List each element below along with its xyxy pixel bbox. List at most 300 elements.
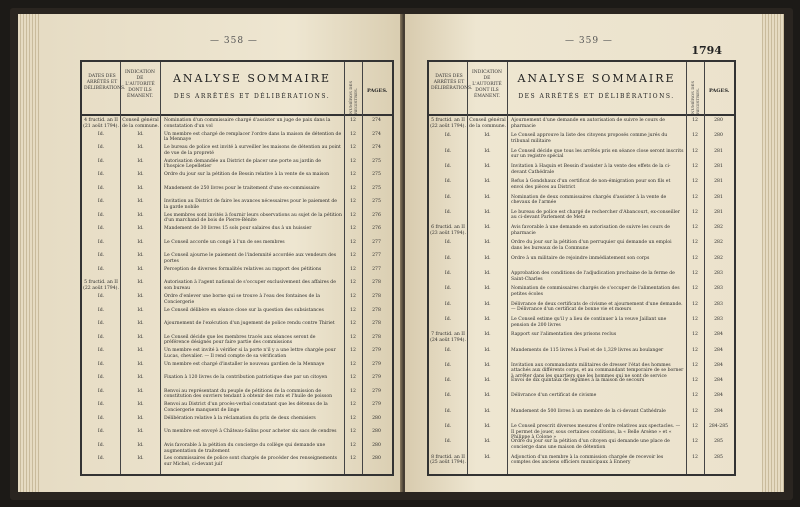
authority-cell: Id. [137, 294, 144, 299]
page-ref-cell: 275 [372, 185, 381, 191]
right-index-table [427, 60, 736, 476]
analysis-cell: Autorisation demandée au District de placer une porte au jardin de l'hospice Lepelletier [164, 158, 321, 170]
authority-cell: Id. [137, 145, 144, 151]
table-row [82, 362, 392, 376]
analysis-cell: Un membre est chargé d'installer le nouveau gardien de la Mennaye [164, 361, 325, 367]
table-row [82, 321, 392, 335]
authority-cell: Id. [484, 240, 491, 246]
authority-cell: Id. [137, 429, 144, 435]
date-cell: Id. [444, 393, 452, 399]
page-ref-cell: 283 [714, 271, 723, 277]
table-row [82, 280, 392, 294]
authority-cell: Id. [484, 332, 491, 338]
table-row [429, 393, 734, 408]
analysis-cell: Le Conseil accorde un congé à l'un de ses membres [164, 239, 285, 245]
table-row [429, 225, 734, 240]
page-ref-cell: 279 [372, 361, 381, 367]
table-row [82, 335, 392, 349]
register-cell: 12 [350, 429, 356, 435]
table-row [429, 271, 734, 286]
left-index-table [80, 60, 394, 476]
authority-cell: Id. [484, 194, 491, 200]
page-ref-cell: 279 [372, 375, 381, 381]
table-row [82, 294, 392, 308]
page-ref-cell: 280 [372, 456, 381, 462]
table-row [82, 348, 392, 362]
authority-cell: Id. [137, 199, 144, 205]
analysis-cell: Envoi de dix quintaux de légumes à la maison de secours [511, 378, 645, 384]
page-ref-cell: 277 [372, 266, 381, 272]
date-cell: Id. [444, 408, 452, 414]
analysis-cell: Un membre est invité à vérifier si la porte n'il y a une lettre chargée pour Lucas, chevalier. — Il rend compte de sa vérification [164, 348, 336, 359]
analysis-cell: Mandement de 250 livres pour le traitement d'une ex-commissaire [164, 185, 320, 191]
date-cell: Id. [97, 442, 105, 448]
date-cell: Id. [444, 240, 452, 246]
register-cell: 12 [350, 402, 356, 408]
page-ref-cell: 284 [714, 362, 723, 368]
table-row [429, 210, 734, 225]
register-cell: 12 [692, 271, 698, 277]
date-cell: Id. [97, 361, 105, 367]
analysis-cell: Invitation aux commandants militaires de dresser l'état des hommes attachés aux différents corps, et au commandant temporaire de se borner à arrêter dans les quartiers que les hommes qui ne sont de service [511, 362, 684, 380]
date-cell: Id. [97, 226, 105, 232]
date-cell: Id. [97, 199, 105, 205]
authority-cell: Id. [484, 393, 491, 399]
page-ref-cell: 284 [714, 378, 723, 384]
left-page [40, 14, 403, 492]
date-cell: 5 fructid. an II (22 août 1794). [83, 280, 119, 292]
page-ref-cell: 282 [714, 240, 723, 246]
authority-cell: Id. [484, 454, 491, 460]
register-cell: 12 [350, 388, 356, 394]
analysis-cell: Un membre est envoyé à Château-Salins pour acheter six sacs de cendres [164, 429, 337, 435]
page-ref-cell: 282 [714, 255, 723, 261]
page-ref-cell: 280 [372, 429, 381, 435]
year-label: 1794 [691, 44, 722, 57]
table-row [82, 375, 392, 389]
page-ref-cell: 276 [372, 212, 381, 218]
register-cell: 12 [692, 286, 698, 292]
table-row [82, 308, 392, 322]
table-row [429, 348, 734, 363]
page-ref-cell: 280 [372, 442, 381, 448]
table-row [429, 195, 734, 210]
table-row [82, 267, 392, 281]
table-row [429, 256, 734, 271]
page-ref-cell: 283 [714, 286, 723, 292]
authority-cell: Id. [137, 226, 144, 232]
table-row [82, 416, 392, 430]
page-ref-cell: 277 [372, 239, 381, 245]
authority-cell: Id. [484, 148, 491, 154]
register-cell: 12 [692, 225, 698, 231]
analysis-cell: Le bureau de police est chargé de rechercher d'Abancourt, ex-conseiller au ci-devant Parlement de Metz [511, 209, 680, 221]
analysis-cell: Mandement de 500 livres à un membre de la ci-devant Cathédrale [511, 408, 666, 414]
table-row [82, 429, 392, 443]
date-cell: Id. [444, 133, 452, 139]
table-row [429, 286, 734, 301]
analysis-cell: Un membre est chargé de remplacer l'ordre dans la maison de détention de la Mennaye [164, 131, 342, 143]
date-cell: Id. [444, 163, 452, 169]
register-cell: 12 [350, 185, 356, 191]
title-text: ANALYSE SOMMAIRE [172, 72, 332, 85]
table-row [429, 317, 734, 332]
authority-cell: Id. [137, 361, 144, 367]
table-row [429, 409, 734, 424]
analysis-cell: Mandements de 115 livres à Fuel et de 1,329 livres au boulanger [511, 347, 664, 353]
date-cell: Id. [444, 194, 452, 200]
date-cell: Id. [97, 172, 105, 178]
analysis-cell: Invitation à Haquin et Bessin d'assister à la vente des effets de la ci-devant Cathédrale [511, 163, 671, 175]
table-row [82, 389, 392, 403]
table-row [82, 159, 392, 173]
page-ref-cell: 278 [372, 294, 381, 299]
authority-cell: Id. [137, 402, 144, 408]
date-cell: Id. [97, 131, 105, 137]
page-edges-right [762, 14, 784, 492]
page-ref-cell: 280 [714, 133, 723, 139]
date-cell: Id. [97, 429, 105, 435]
page-ref-cell: 281 [714, 148, 723, 154]
date-cell: Id. [97, 158, 105, 164]
authority-cell: Id. [137, 280, 144, 286]
register-cell: 12 [692, 240, 698, 246]
register-cell: 12 [692, 408, 698, 414]
date-cell: Id. [444, 209, 452, 215]
page-ref-cell: 285 [714, 439, 723, 445]
page-ref-cell: 276 [372, 226, 381, 232]
register-cell: 12 [350, 145, 356, 151]
register-cell: 12 [350, 131, 356, 137]
table-row [429, 363, 734, 378]
authority-cell: Id. [484, 408, 491, 414]
title-text: ANALYSE SOMMAIRE [517, 72, 676, 85]
authority-cell: Id. [484, 362, 491, 368]
page-ref-cell: 279 [372, 348, 381, 354]
authority-cell: Id. [484, 301, 491, 307]
date-cell: 7 fructid. an II (24 août 1794). [430, 332, 466, 343]
register-cell: 12 [692, 148, 698, 154]
table-row [82, 456, 392, 470]
page-ref-cell: 281 [714, 194, 723, 200]
analysis-cell: Avis favorable à la pétition du concierge du collège qui demande une augmentation de traitement [164, 442, 326, 454]
authority-cell: Id. [137, 334, 144, 340]
analysis-cell: Avis favorable à une demande en autorisation de suivre les cours de pharmacie [511, 225, 671, 236]
page-ref-cell: 284 [714, 393, 723, 399]
register-cell: 12 [692, 316, 698, 322]
table-row [82, 118, 392, 132]
header-pages: PAGES. [709, 88, 730, 94]
table-row [429, 164, 734, 179]
date-cell: Id. [97, 375, 105, 381]
analysis-cell: Le Conseil estime qu'il y a lieu de continuer à la veuve Jaillant une pension de 200 livres [511, 316, 667, 328]
register-cell: 12 [350, 239, 356, 245]
subtitle-text: DES ARRÊTÉS ET DÉLIBÉRATIONS. [518, 93, 675, 100]
authority-cell: Id. [137, 442, 144, 448]
table-row [429, 240, 734, 255]
date-cell: Id. [97, 253, 105, 259]
page-ref-cell: 277 [372, 253, 381, 259]
register-cell: 12 [692, 194, 698, 200]
register-cell: 12 [350, 280, 356, 286]
table-row [429, 455, 734, 470]
date-cell: Id. [444, 347, 452, 353]
page-ref-cell: 274 [372, 145, 381, 151]
authority-cell: Id. [137, 172, 144, 178]
analysis-cell: Renvoi au District d'un procès-verbal constatant que les détenus de la Conciergerie manquent de linge [164, 402, 328, 413]
authority-cell: Id. [137, 375, 144, 381]
authority-cell: Id. [137, 388, 144, 394]
left-table-header [82, 62, 392, 116]
register-cell: 12 [692, 332, 698, 338]
page-ref-cell: 278 [372, 280, 381, 286]
left-page-number: — 358 — [210, 36, 258, 46]
table-row [82, 199, 392, 213]
date-cell: 4 fructid. an II (21 août 1794). [83, 118, 119, 129]
register-cell: 12 [692, 362, 698, 368]
analysis-cell: Refus à Gondshaux d'un certificat de non-émigration pour son fils et envoi des pièces au District [511, 179, 671, 190]
page-ref-cell: 279 [372, 402, 381, 408]
authority-cell: Id. [484, 316, 491, 322]
register-cell: 12 [350, 172, 356, 178]
table-row [82, 132, 392, 146]
register-cell: 12 [350, 334, 356, 340]
register-cell: 12 [350, 415, 356, 421]
authority-cell: Id. [484, 439, 491, 445]
date-cell: Id. [444, 271, 452, 277]
date-cell: Id. [97, 239, 105, 245]
date-cell: Id. [97, 266, 105, 272]
analysis-cell: Adjonction d'un membre à la commission chargée de recevoir les comptes des anciens officiers municipaux à Ennery [511, 454, 664, 466]
table-row [82, 213, 392, 227]
register-cell: 12 [350, 118, 356, 123]
register-cell: 12 [350, 375, 356, 381]
date-cell: 5 fructid. an II (22 août 1794). [430, 118, 466, 129]
analysis-cell: Ajournement de l'exécution d'un jugement de police rendu contre Thiriet [164, 321, 335, 327]
page-ref-cell: 275 [372, 199, 381, 205]
analysis-cell: Perception de diverses formalités relatives au rapport des pétitions [164, 266, 322, 272]
page-ref-cell: 275 [372, 172, 381, 178]
date-cell: Id. [444, 301, 452, 307]
table-row [82, 253, 392, 267]
analysis-cell: Renvoi au représentant du peuple de pétitions de la commission de constitution des ouvriers tendant à obtenir des rats et l'huile de poisson [164, 388, 333, 400]
register-cell: 12 [350, 212, 356, 218]
page-ref-cell: 280 [714, 118, 723, 123]
page-ref-cell: 278 [372, 334, 381, 340]
analysis-cell: Ordre du jour sur la pétition de Bessin relative à la vente de sa maison [164, 172, 330, 178]
table-row [429, 133, 734, 148]
header-indication: INDICATION DE L'AUTORITÉ DONT ILS ÉMANENT. [125, 70, 155, 99]
authority-cell: Id. [484, 179, 491, 185]
analysis-cell: Ajournement d'une demande en autorisation de suivre le cours de pharmacie [511, 118, 666, 129]
table-row [82, 186, 392, 200]
register-cell: 12 [350, 321, 356, 327]
analysis-cell: Autorisation à l'agent national de s'occuper exclusivement des affaires de son bureau [164, 280, 336, 292]
register-cell: 12 [692, 454, 698, 460]
header-title [162, 62, 342, 100]
date-cell: Id. [97, 307, 105, 313]
page-ref-cell: 284-285 [708, 424, 729, 430]
date-cell: Id. [444, 378, 452, 384]
register-cell: 12 [692, 301, 698, 307]
table-row [82, 172, 392, 186]
analysis-cell: Le Conseil décide que tous les arrêtés pris en séance close seront inscrits sur un registre spécial [511, 148, 684, 160]
right-page-number: — 359 — [565, 36, 613, 46]
analysis-cell: Fixation à 120 livres de la contribution patriotique due par un citoyen [164, 375, 328, 381]
page-ref-cell: 284 [714, 347, 723, 353]
table-row [82, 240, 392, 254]
page-ref-cell: 283 [714, 301, 723, 307]
table-row [82, 226, 392, 240]
page-ref-cell: 278 [372, 321, 381, 327]
page-ref-cell: 280 [372, 415, 381, 421]
register-cell: 12 [692, 133, 698, 139]
authority-cell: Id. [484, 209, 491, 215]
date-cell: Id. [97, 334, 105, 340]
authority-cell: Id. [137, 239, 144, 245]
authority-cell: Id. [137, 212, 144, 218]
table-row [429, 424, 734, 439]
page-ref-cell: 281 [714, 163, 723, 169]
header-indication: INDICATION DE L'AUTORITÉ DONT ILS ÉMANENT. [472, 70, 502, 99]
date-cell: Id. [97, 185, 105, 191]
date-cell: Id. [97, 456, 105, 462]
date-cell: Id. [444, 424, 452, 430]
register-cell: 12 [350, 158, 356, 164]
register-cell: 12 [692, 347, 698, 353]
register-cell: 12 [350, 348, 356, 354]
analysis-cell: Les membres sont invités à fournir leurs observations au sujet de la pétition d'un marchand de bois de Pierre-Bénite [164, 212, 342, 224]
header-numeros: NUMÉROS DES REGISTRES. [348, 80, 358, 114]
authority-cell: Id. [137, 158, 144, 164]
date-cell: 6 fructid. an II (23 août 1794). [430, 225, 466, 236]
page-ref-cell: 282 [714, 225, 723, 231]
date-cell: Id. [444, 255, 452, 261]
register-cell: 12 [692, 179, 698, 185]
date-cell: 8 fructid. an II (25 août 1794). [430, 454, 466, 466]
authority-cell: Id. [484, 225, 491, 231]
table-row [429, 118, 734, 133]
date-cell: Id. [97, 415, 105, 421]
table-row [429, 439, 734, 454]
date-cell: Id. [444, 179, 452, 185]
register-cell: 12 [692, 424, 698, 430]
analysis-cell: Le Conseil délibère en séance close sur la question des subsistances [164, 307, 324, 313]
authority-cell: Id. [137, 321, 144, 327]
analysis-cell: Rapport sur l'alimentation des prisons reclus [511, 332, 617, 338]
page-ref-cell: 284 [714, 408, 723, 414]
analysis-cell: Le bureau de police est invité à surveiller les maisons de détention au point de vue de la propreté [164, 145, 341, 156]
page-ref-cell: 278 [372, 307, 381, 313]
analysis-cell: Ordre du jour sur la pétition d'un perruquier qui demande un emploi dans les bureaux de la Commune [511, 240, 672, 252]
date-cell: Id. [97, 348, 105, 354]
analysis-cell: Ordre à un militaire de rejoindre immédiatement son corps [511, 255, 650, 261]
analysis-cell: Délivrance d'un certificat de civisme [511, 393, 597, 399]
authority-cell: Id. [484, 255, 491, 261]
register-cell: 12 [692, 393, 698, 399]
analysis-cell: Délibération relative à la réclamation du prix de deux chemisiers [164, 415, 316, 421]
subtitle-text: DES ARRÊTÉS ET DÉLIBÉRATIONS. [173, 93, 331, 100]
authority-cell: Conseil général de la commune. [469, 118, 506, 129]
table-row [429, 149, 734, 164]
authority-cell: Id. [137, 307, 144, 313]
analysis-cell: Les commissaires de police sont chargés de procéder des renseignements sur Michel, ci-devant juif [164, 456, 337, 468]
analysis-cell: Mandement de 30 livres 15 sols pour salaires dus à un huissier [164, 226, 312, 232]
register-cell: 12 [692, 378, 698, 384]
register-cell: 12 [350, 456, 356, 462]
analysis-cell: Délivrance de deux certificats de civisme et ajournement d'une demande. — Délivrance d'un certificat de bonne vie et mœurs [511, 301, 683, 313]
date-cell: Id. [97, 294, 105, 299]
analysis-cell: Ordre du jour sur la pétition d'un citoyen qui demande une place de concierge dans une maison de détention [511, 439, 670, 450]
date-cell: Id. [444, 362, 452, 368]
analysis-cell: Invitation au District de faire les avances nécessaires pour le paiement de la garde nobile [164, 199, 337, 210]
authority-cell: Id. [137, 131, 144, 137]
page-ref-cell: 281 [714, 179, 723, 185]
page-ref-cell: 281 [714, 209, 723, 215]
authority-cell: Id. [137, 253, 144, 259]
authority-cell: Id. [484, 347, 491, 353]
analysis-cell: Nomination d'un commissaire chargé d'assister un juge de paix dans la constatation d'un vol [164, 118, 331, 129]
header-title [509, 62, 684, 100]
table-row [82, 443, 392, 457]
register-cell: 12 [350, 442, 356, 448]
date-cell: Id. [97, 145, 105, 151]
authority-cell: Id. [137, 415, 144, 421]
analysis-cell: Le Conseil prescrit diverses mesures d'ordre relatives aux spectacles. — Il permet de jouer, sous certaines conditions, la « Belle Arsène » et « Philippe à Colone » [511, 424, 681, 441]
register-cell: 12 [350, 199, 356, 205]
page-ref-cell: 275 [372, 158, 381, 164]
authority-cell: Id. [137, 348, 144, 354]
register-cell: 12 [692, 118, 698, 123]
register-cell: 12 [350, 307, 356, 313]
authority-cell: Id. [137, 456, 144, 462]
register-cell: 12 [692, 163, 698, 169]
register-cell: 12 [692, 439, 698, 445]
table-row [429, 302, 734, 317]
register-cell: 12 [350, 361, 356, 367]
header-pages: PAGES. [367, 88, 388, 94]
date-cell: Id. [97, 321, 105, 327]
register-cell: 12 [692, 255, 698, 261]
right-table-header [429, 62, 734, 116]
right-page [405, 14, 762, 492]
register-cell: 12 [692, 209, 698, 215]
page-edges-left [18, 14, 40, 492]
authority-cell: Id. [137, 185, 144, 191]
authority-cell: Id. [484, 378, 491, 384]
analysis-cell: Nomination de commissaires chargés de s'occuper de l'alimentation des petites écoles [511, 286, 680, 297]
analysis-cell: Le Conseil décide que les membres tracés aux séances seront de préférence désignés pour faire partie des commissions [164, 334, 316, 346]
date-cell: Id. [444, 316, 452, 322]
date-cell: Id. [97, 212, 105, 218]
analysis-cell: Le Conseil ajourne le paiement de l'indemnité accordée aux vendeurs des portes [164, 253, 337, 264]
register-cell: 12 [350, 253, 356, 259]
page-ref-cell: 283 [714, 316, 723, 322]
table-row [82, 145, 392, 159]
analysis-cell: Ordre d'enlever une borne qui se trouve à l'eau des fontaines de la Conciergerie [164, 294, 320, 305]
authority-cell: Id. [137, 266, 144, 272]
table-row [429, 378, 734, 393]
authority-cell: Id. [484, 163, 491, 169]
header-dates: DATES DES ARRÊTÉS ET DÉLIBÉRATIONS. [431, 74, 473, 91]
analysis-cell: Nomination de deux commissaires chargés d'assister à la vente de chevaux de l'armée [511, 194, 667, 206]
authority-cell: Id. [484, 424, 491, 430]
analysis-cell: Le Conseil approuve la liste des citoyens proposés comme jurés du tribunal militaire [511, 133, 668, 144]
page-ref-cell: 274 [372, 118, 381, 123]
header-dates: DATES DES ARRÊTÉS ET DÉLIBÉRATIONS. [84, 74, 126, 91]
date-cell: Id. [97, 402, 105, 408]
register-cell: 12 [350, 266, 356, 272]
